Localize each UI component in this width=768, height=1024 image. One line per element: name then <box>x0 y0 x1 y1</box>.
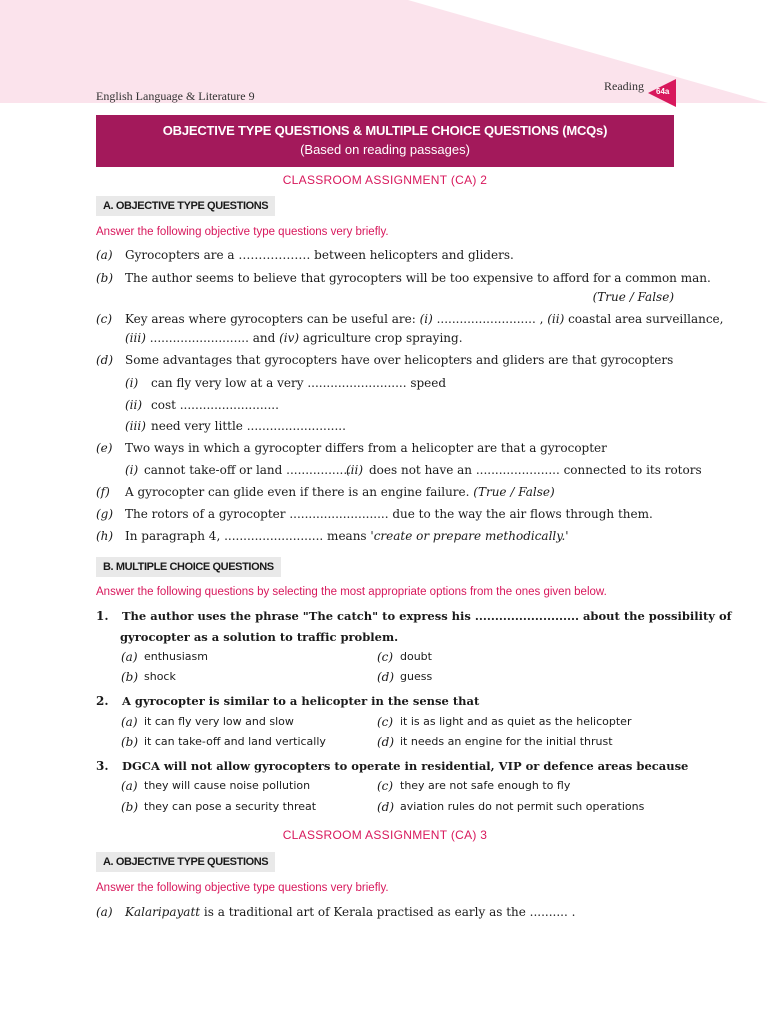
mcq-2-option-b-label: (b) <box>121 735 139 749</box>
mcq-3-option-b-label: (b) <box>121 800 139 814</box>
mcq-3-option-c: they are not safe enough to fly <box>400 779 571 792</box>
ca2-heading: CLASSROOM ASSIGNMENT (CA) 2 <box>282 173 488 187</box>
mcq-2-option-a: it can fly very low and slow <box>144 715 294 728</box>
q-c-roman-iv: (iv) <box>279 331 300 345</box>
q-e-i-label: (i) <box>125 463 139 477</box>
mcq-1-number: 1. <box>96 609 109 623</box>
q-f-label: (f) <box>96 485 110 499</box>
q-c-roman-i: (i) <box>419 312 433 326</box>
mcq-1-option-a-label: (a) <box>121 650 138 664</box>
q-f-text: A gyrocopter can glide even if there is an engine failure. <box>125 485 474 499</box>
page-number: 64a <box>656 87 670 96</box>
q-a-label: (a) <box>96 248 113 262</box>
book-title: English Language & Literature 9 <box>96 89 255 103</box>
q-c-roman-ii: (ii) <box>547 312 565 326</box>
title-banner <box>96 115 674 167</box>
mcq-1-line1: The author uses the phrase "The catch" to express his .......................... about the possibility of <box>122 609 732 623</box>
ca2-section-a-instruction: Answer the following objective type questions very briefly. <box>96 226 389 238</box>
mcq-1-option-b: shock <box>144 670 176 683</box>
q-c-text: Key areas where gyrocopters can be useful are: <box>125 312 420 326</box>
mcq-2-option-b: it can take-off and land vertically <box>144 735 326 748</box>
ca2-section-b-instruction: Answer the following questions by selecting the most appropriate options from the ones given below. <box>96 586 607 598</box>
mcq-2-option-d-label: (d) <box>377 735 395 749</box>
ca3-q-a-text: is a traditional art of Kerala practised as early as the .......... . <box>200 905 576 919</box>
q-f-true-false: (True / False) <box>473 485 555 499</box>
mcq-3-number: 3. <box>96 759 109 773</box>
q-d-iii-text: need very little .......................... <box>151 419 346 433</box>
mcq-1-option-c: doubt <box>400 650 432 663</box>
q-c-roman-iii: (iii) <box>125 331 146 345</box>
q-h-line <box>125 529 569 543</box>
q-b-label: (b) <box>96 271 114 285</box>
ca3-q-a-label: (a) <box>96 905 113 919</box>
ca3-q-a-term: Kalaripayatt <box>125 905 201 919</box>
q-b-text: The author seems to believe that gyrocopters will be too expensive to afford for a common man. <box>125 271 711 285</box>
q-d-iii-label: (iii) <box>125 419 146 433</box>
q-b-true-false: (True / False) <box>592 290 674 304</box>
q-d-i-label: (i) <box>125 376 139 390</box>
q-e-text: Two ways in which a gyrocopter differs from a helicopter are that a gyrocopter <box>125 441 607 455</box>
q-d-label: (d) <box>96 353 114 367</box>
q-c-blank: .......................... and <box>145 331 280 345</box>
ca3-section-a-instruction: Answer the following objective type questions very briefly. <box>96 882 389 894</box>
mcq-2-option-a-label: (a) <box>121 715 138 729</box>
mcq-1-option-d: guess <box>400 670 433 683</box>
mcq-1-option-d-label: (d) <box>377 670 395 684</box>
ca3-section-a-label: A. OBJECTIVE TYPE QUESTIONS <box>96 852 275 872</box>
mcq-3-option-d-label: (d) <box>377 800 395 814</box>
q-e-i-text: cannot take-off or land ................. <box>144 463 351 477</box>
mcq-1-option-c-label: (c) <box>377 650 394 664</box>
q-d-text: Some advantages that gyrocopters have over helicopters and gliders are that gyrocopters <box>125 353 674 367</box>
q-h-text: In paragraph 4, .......................... means <box>125 529 371 543</box>
ca3-q-a-line <box>125 905 575 919</box>
q-c-label: (c) <box>96 312 113 326</box>
q-f-line <box>125 485 555 499</box>
mcq-3-option-a: they will cause noise pollution <box>144 779 311 792</box>
mcq-2-option-d: it needs an engine for the initial thrust <box>400 735 613 748</box>
q-a-text: Gyrocopters are a ……………… between helicopters and gliders. <box>125 248 514 262</box>
q-c-line1 <box>125 312 723 326</box>
q-e-ii-text: does not have an ...................... connected to its rotors <box>369 463 702 477</box>
q-c-text: coastal area surveillance, <box>564 312 724 326</box>
page-badge <box>648 79 676 107</box>
q-d-ii-text: cost .......................... <box>151 398 279 412</box>
mcq-1-option-b-label: (b) <box>121 670 139 684</box>
q-h-definition: 'create or prepare methodically.' <box>370 529 569 543</box>
q-c-blank: .......................... , <box>432 312 548 326</box>
q-h-label: (h) <box>96 529 114 543</box>
section-label: Reading <box>604 79 644 93</box>
banner-title: OBJECTIVE TYPE QUESTIONS & MULTIPLE CHOICE QUESTIONS (MCQs) <box>162 123 608 138</box>
header-diagonal <box>408 0 768 103</box>
q-d-i-text: can fly very low at a very .......................... speed <box>151 376 447 390</box>
q-e-label: (e) <box>96 441 113 455</box>
q-d-ii-label: (ii) <box>125 398 143 412</box>
mcq-1-line2: gyrocopter as a solution to traffic problem. <box>120 630 399 644</box>
mcq-2-number: 2. <box>96 694 109 708</box>
q-c-text: agriculture crop spraying. <box>299 331 463 345</box>
ca3-heading: CLASSROOM ASSIGNMENT (CA) 3 <box>282 828 488 842</box>
mcq-3-option-c-label: (c) <box>377 779 394 793</box>
mcq-2-line1: A gyrocopter is similar to a helicopter in the sense that <box>122 694 480 708</box>
mcq-3-option-d: aviation rules do not permit such operations <box>400 800 645 813</box>
q-g-text: The rotors of a gyrocopter .......................... due to the way the air flows through them. <box>125 507 653 521</box>
ca2-section-a-label: A. OBJECTIVE TYPE QUESTIONS <box>96 196 275 216</box>
q-g-label: (g) <box>96 507 114 521</box>
mcq-3-option-b: they can pose a security threat <box>144 800 317 813</box>
q-c-line2 <box>125 331 463 345</box>
ca2-section-b-label: B. MULTIPLE CHOICE QUESTIONS <box>96 557 281 577</box>
q-e-ii-label: (ii) <box>346 463 364 477</box>
mcq-2-option-c-label: (c) <box>377 715 394 729</box>
banner-subtitle: (Based on reading passages) <box>300 142 470 157</box>
mcq-3-option-a-label: (a) <box>121 779 138 793</box>
mcq-2-option-c: it is as light and as quiet as the helicopter <box>400 715 632 728</box>
mcq-1-option-a: enthusiasm <box>144 650 208 663</box>
mcq-3-line1: DGCA will not allow gyrocopters to operate in residential, VIP or defence areas because <box>122 759 689 773</box>
